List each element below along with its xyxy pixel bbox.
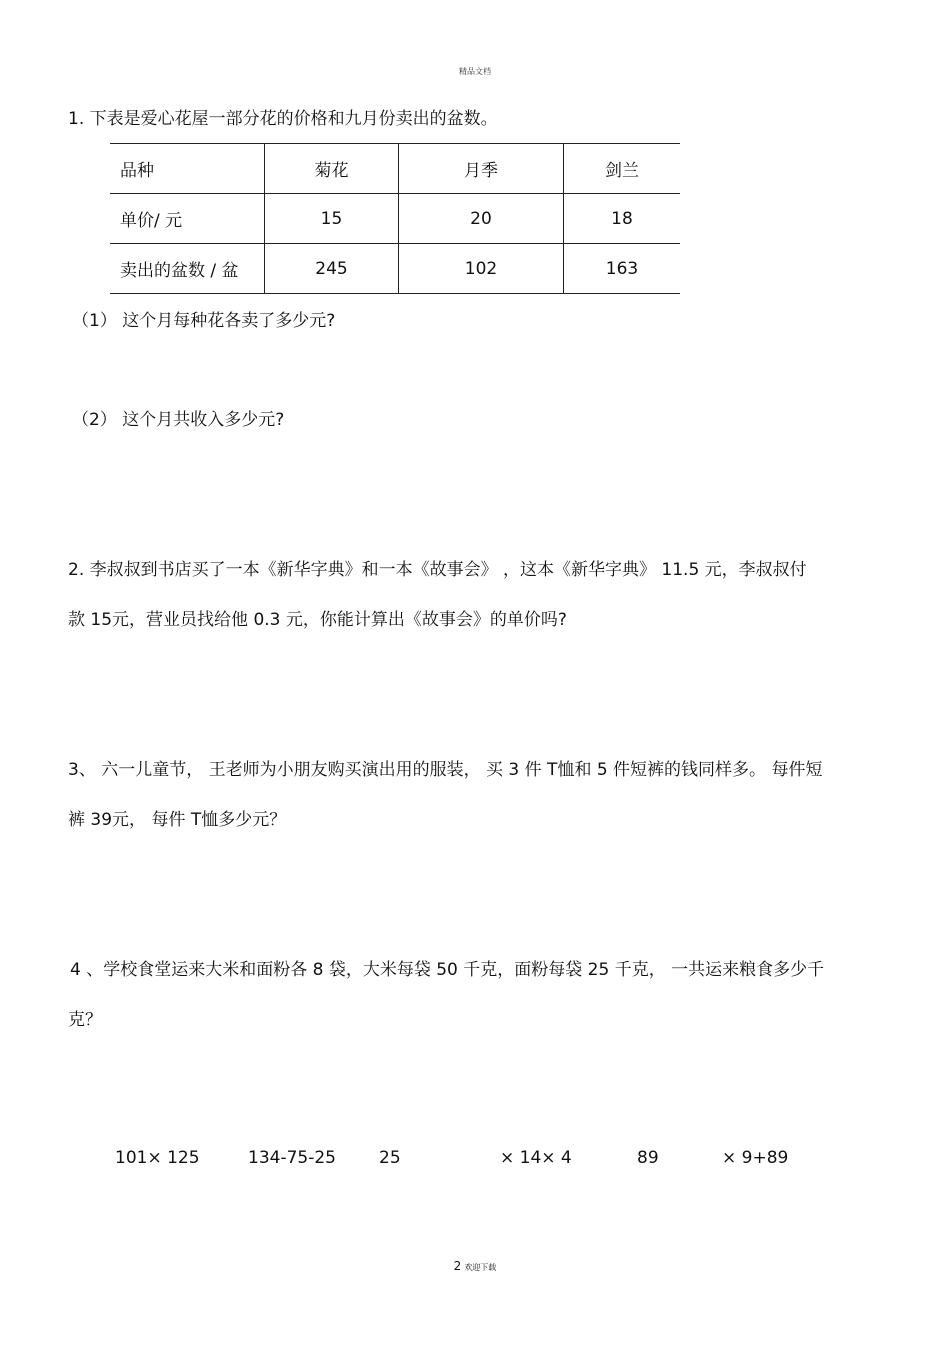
question-1-sub-1: （1） 这个月每种花各卖了多少元?	[72, 311, 336, 331]
table-cell: 20	[399, 194, 564, 244]
table-row	[110, 144, 680, 194]
calc-expression-3: 25	[379, 1148, 401, 1168]
question-4-line-1: 4 、学校食堂运来大米和面粉各 8 袋，大米每袋 50 千克，面粉每袋 25 千克， 一共运来粮食多少千	[70, 960, 825, 980]
question-4-line-2: 克？	[68, 1010, 102, 1030]
table-cell: 单价/ 元	[110, 194, 265, 244]
table-cell: 245	[265, 244, 399, 294]
table-cell: 剑兰	[564, 144, 681, 194]
table-cell: 102	[399, 244, 564, 294]
table-cell: 品种	[110, 144, 265, 194]
calc-expression-4: × 14× 4	[500, 1148, 572, 1168]
table-row	[110, 194, 680, 244]
question-1-title: 1. 下表是爱心花屋一部分花的价格和九月份卖出的盆数。	[68, 109, 498, 129]
question-2-line-2: 款 15元，营业员找给他 0.3 元，你能计算出《故事会》的单价吗?	[68, 610, 567, 630]
table-row	[110, 244, 680, 294]
table-cell: 18	[564, 194, 681, 244]
question-3-line-2: 裤 39元， 每件 T恤多少元？	[68, 810, 287, 830]
page-header: 精品文档	[459, 67, 491, 76]
table-cell: 163	[564, 244, 681, 294]
table-cell: 月季	[399, 144, 564, 194]
calc-expression-2: 134-75-25	[248, 1148, 336, 1168]
calc-expression-1: 101× 125	[115, 1148, 200, 1168]
calc-expression-5: 89	[637, 1148, 659, 1168]
footer-text: 欢迎下载	[464, 1263, 497, 1272]
question-3-line-1: 3、 六一儿童节， 王老师为小朋友购买演出用的服装， 买 3 件 T恤和 5 件短裤的钱同样多。 每件短	[68, 760, 823, 780]
page-footer	[0, 1259, 950, 1273]
table-cell: 15	[265, 194, 399, 244]
question-1-sub-2: （2） 这个月共收入多少元?	[72, 410, 285, 430]
calc-expression-6: × 9+89	[722, 1148, 789, 1168]
question-2-line-1: 2. 李叔叔到书店买了一本《新华字典》和一本《故事会》 ，这本《新华字典》 11.5 元，李叔叔付	[68, 560, 807, 580]
page-number: 2	[453, 1259, 462, 1273]
table-cell: 卖出的盆数 / 盆	[110, 244, 265, 294]
flower-table	[110, 143, 680, 294]
table-cell: 菊花	[265, 144, 399, 194]
